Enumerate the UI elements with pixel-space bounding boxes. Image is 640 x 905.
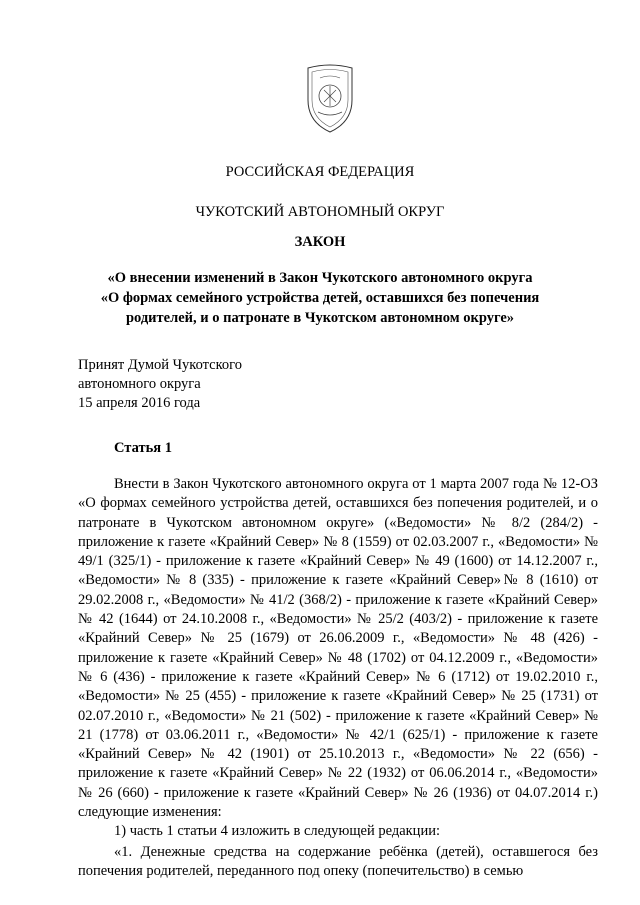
coat-of-arms-emblem [298, 60, 362, 136]
amendment-quote: «1. Денежные средства на содержание ребёнка (детей), оставшегося без попечения родителей, переданного под опеку (попечительство) в семью [78, 844, 598, 880]
country-heading: РОССИЙСКАЯ ФЕДЕРАЦИЯ [225, 164, 415, 180]
adoption-line: Принят Думой Чукотского [78, 357, 243, 373]
law-title-line: «О формах семейного устройства детей, оставшихся без попечения [100, 290, 540, 306]
doc-type-heading: ЗАКОН [294, 234, 346, 250]
adoption-date: 15 апреля 2016 года [78, 395, 201, 411]
amendment-item: 1) часть 1 статьи 4 изложить в следующей редакции: [114, 823, 440, 839]
law-title-line: «О внесении изменений в Закон Чукотского автономного округа [107, 270, 533, 286]
region-heading: ЧУКОТСКИЙ АВТОНОМНЫЙ ОКРУГ [195, 204, 445, 220]
article-paragraph: Внести в Закон Чукотского автономного округа от 1 марта 2007 года № 12-ОЗ «О формах семейного устройства детей, оставшихся без попечения родителей, и о патронате в Чукотском автономном округе» («Ведомости» № 8/2 (284/2) - приложение к газете «Крайний Север» № 8 (1559) от 02.03.2007 г., «Ведомости» № 49/1 (325/1) - приложение к газете «Крайний Север» № 49 (1600) от 14.12.2007 г., «Ведомости» № 8 (335) - приложение к газете «Крайний Север»№ 8 (1610) от 29.02.2008 г., «Ведомости» № 41/2 (368/2) - приложение к газете «Крайний Север» № 42 (1644) от 24.10.2008 г., «Ведомости» № 25/2 (403/2) - приложение к газете «Крайний Север» № 25 (1679) от 26.06.2009 г., «Ведомости» № 48 (426) - приложение к газете «Крайний Север» № 48 (1702) от 04.12.2009 г., «Ведомости» № 6 (436) - приложение к газете «Крайний Север» № 6 (1712) от 19.02.2010 г., «Ведомости» № 25 (455) - приложение к газете «Крайний Север» № 25 (1731) от 02.07.2010 г., «Ведомости» № 21 (502) - приложение к газете «Крайний Север» № 21 (1778) от 03.06.2011 г., «Ведомости» № 42/1 (625/1) - приложение к газете «Крайний Север» № 42 (1901) от 25.10.2013 г., «Ведомости» № 22 (656) - приложение к газете «Крайний Север» № 22 (1932) от 06.06.2014 г., «Ведомости» № 26 (660) - приложение к газете «Крайний Север» № 26 (1936) от 04.07.2014 г.) следующие изменения: [78, 476, 598, 821]
adoption-line: автономного округа [78, 376, 201, 392]
law-title [70, 268, 570, 328]
adoption-block [78, 356, 242, 413]
law-title-line: родителей, и о патронате в Чукотском автономном округе» [125, 310, 515, 326]
article-heading: Статья 1 [114, 440, 172, 456]
